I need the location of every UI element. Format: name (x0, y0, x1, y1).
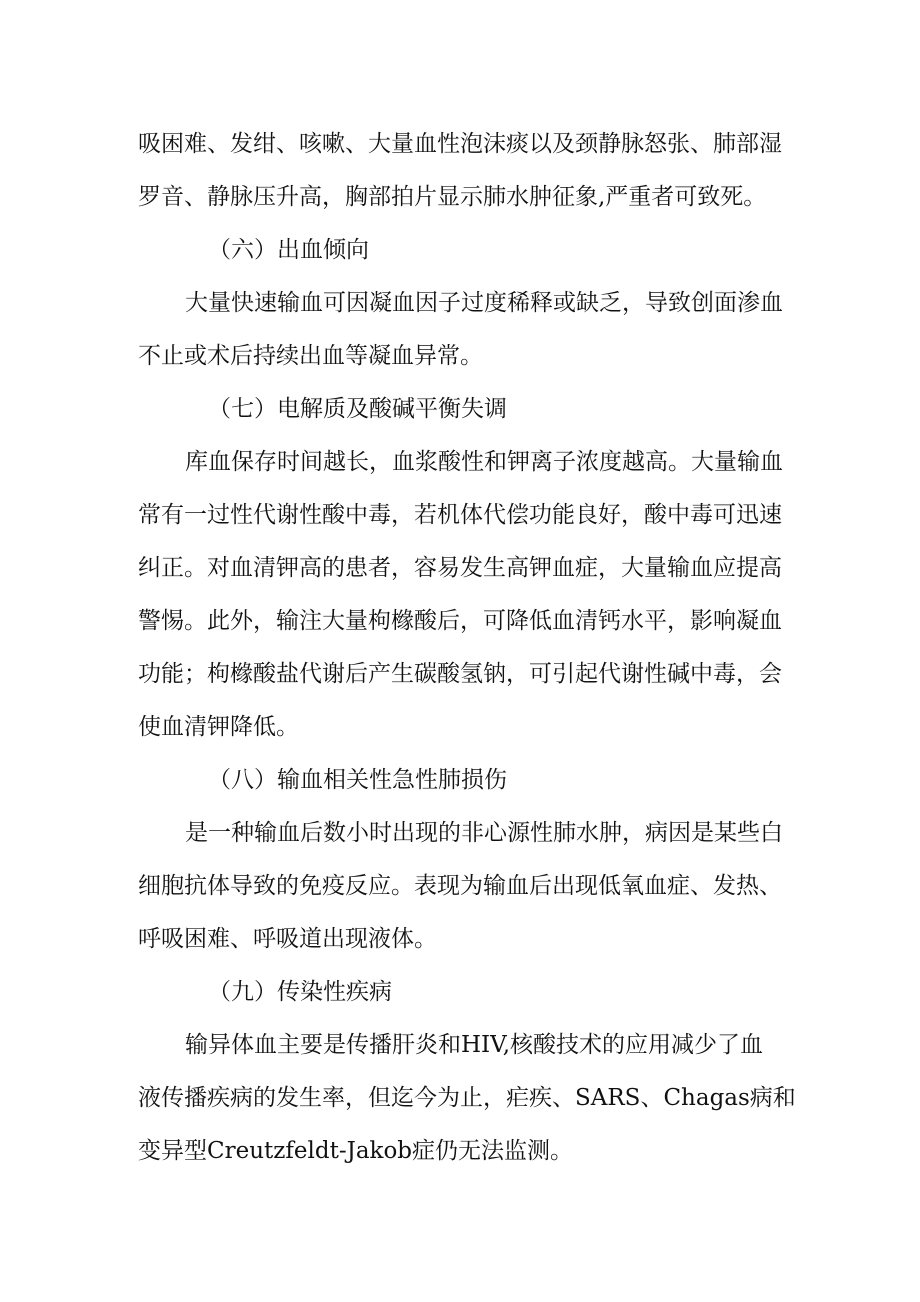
paragraph-line: 大量快速输血可因凝血因子过度稀释或缺乏，导致创面渗血 (185, 290, 783, 316)
section-heading-6: （六）出血倾向 (208, 237, 369, 263)
paragraph-line: 纠正。对血清钾高的患者，容易发生高钾血症，大量输血应提高 (138, 555, 782, 581)
paragraph-line: 使血清钾降低。 (138, 714, 299, 740)
paragraph-line: 功能；枸橼酸盐代谢后产生碳酸氢钠，可引起代谢性碱中毒，会 (138, 661, 782, 687)
paragraph-line: 细胞抗体导致的免疫反应。表现为输血后出现低氧血症、发热、 (138, 873, 782, 899)
paragraph-line: 常有一过性代谢性酸中毒，若机体代偿功能良好，酸中毒可迅速 (138, 502, 782, 528)
document-page (138, 118, 796, 1178)
section-heading-8: （八）输血相关性急性肺损伤 (208, 767, 507, 793)
paragraph-line: 库血保存时间越长，血浆酸性和钾离子浓度越高。大量输血 (185, 449, 783, 475)
paragraph-line: 不止或术后持续出血等凝血异常。 (138, 343, 483, 369)
paragraph-line: 液传播疾病的发生率，但迄今为止，疟疾、SARS、Chagas病和 (138, 1085, 796, 1111)
paragraph-line: 吸困难、发绀、咳嗽、大量血性泡沫痰以及颈静脉怒张、肺部湿 (138, 131, 782, 157)
section-heading-9: （九）传染性疾病 (208, 979, 392, 1005)
paragraph-line: 呼吸困难、呼吸道出现液体。 (138, 926, 437, 952)
paragraph-line: 是一种输血后数小时出现的非心源性肺水肿，病因是某些白 (185, 820, 783, 846)
section-heading-7: （七）电解质及酸碱平衡失调 (208, 396, 507, 422)
paragraph-line: 变异型Creutzfeldt-Jakob症仍无法监测。 (138, 1138, 574, 1164)
paragraph-line: 警惕。此外，输注大量枸橼酸后，可降低血清钙水平，影响凝血 (138, 608, 782, 634)
paragraph-line: 输异体血主要是传播肝炎和HIV,核酸技术的应用减少了血 (185, 1032, 764, 1058)
paragraph-line: 罗音、静脉压升高，胸部拍片显示肺水肿征象,严重者可致死。 (138, 184, 767, 210)
